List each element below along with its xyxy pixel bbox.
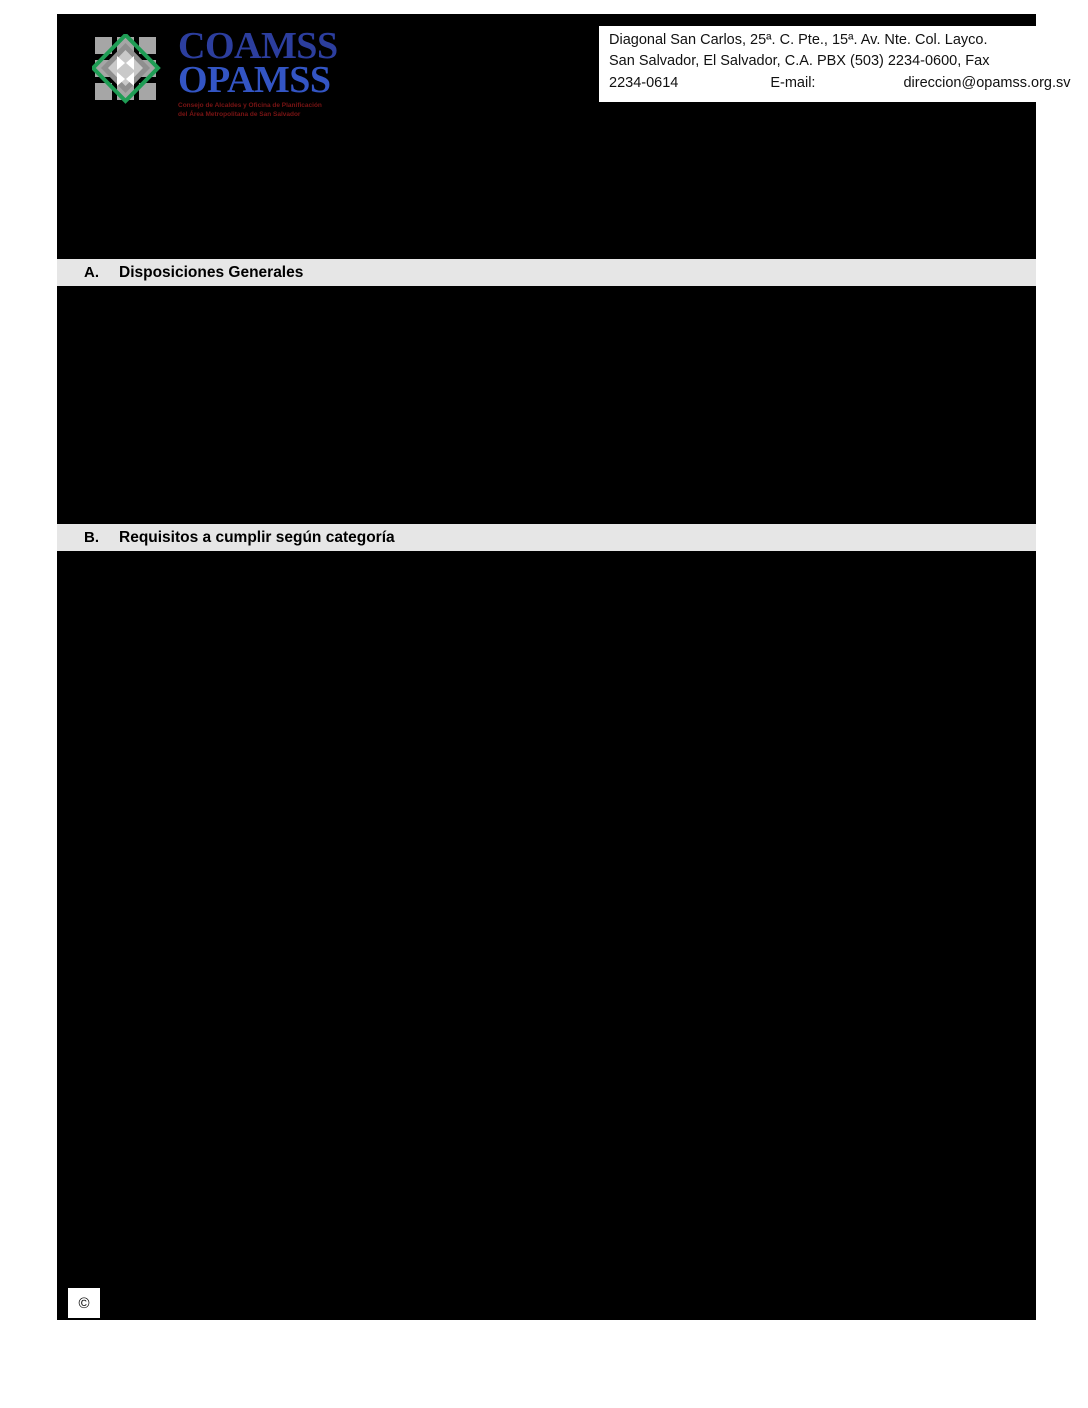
contact-address-box: [599, 26, 1071, 102]
logo-subtitle: Consejo de Alcaldes y Oficina de Planificación del Área Metropolitana de San Salvador: [178, 102, 322, 118]
section-b-letter: B.: [84, 529, 99, 546]
coamss-opamss-diamond-logo: [92, 34, 170, 112]
organization-logo: [92, 24, 342, 122]
address-line-3: [609, 73, 1071, 94]
logo-line-opamss: OPAMSS: [178, 59, 331, 102]
email-label: E-mail:: [770, 74, 816, 91]
address-line-1: Diagonal San Carlos, 25ª. C. Pte., 15ª. Av. Nte. Col. Layco.: [609, 32, 988, 48]
address-line-2: San Salvador, El Salvador, C.A. PBX (503) 2234-0600, Fax: [609, 53, 990, 70]
logo-wordmark: [178, 27, 338, 118]
document-body-block: [57, 14, 1036, 1320]
section-header-a: [57, 259, 1036, 286]
section-a-letter: A.: [84, 264, 99, 281]
email-address[interactable]: direccion@opamss.org.sv: [903, 74, 1071, 91]
section-b-title: Requisitos a cumplir según categoría: [119, 528, 395, 546]
fax-number: 2234-0614: [609, 74, 679, 91]
copyright-icon: ©: [68, 1288, 100, 1318]
section-a-title: Disposiciones Generales: [119, 263, 304, 281]
section-header-b: [57, 524, 1036, 551]
logo-line-coamss: COAMSS: [178, 25, 338, 68]
